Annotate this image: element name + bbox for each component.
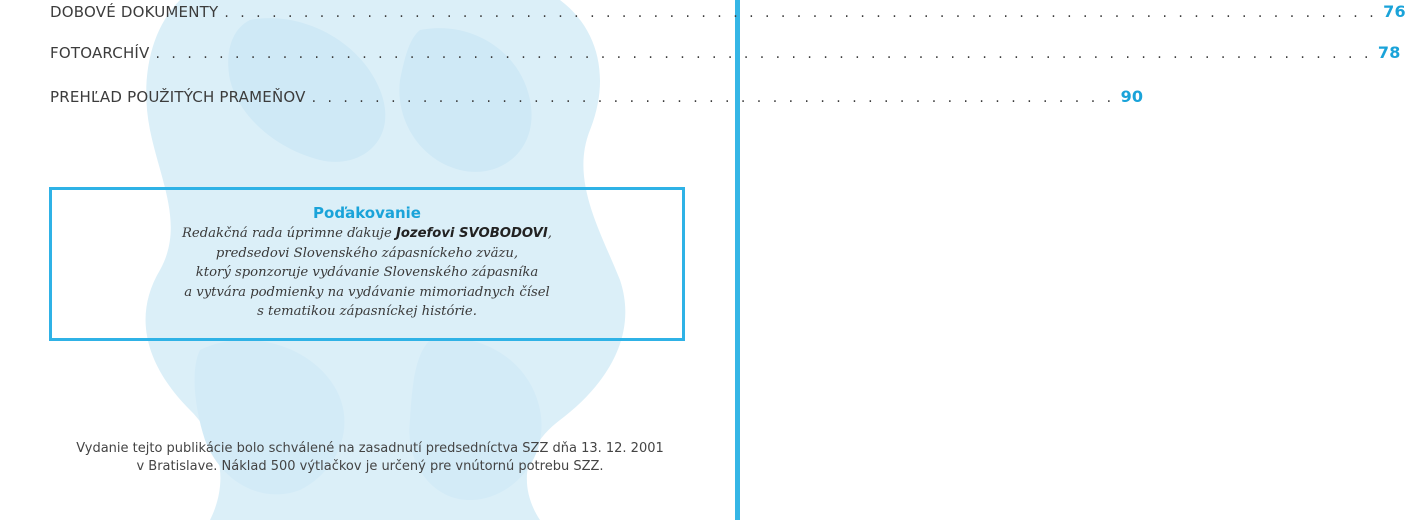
acknowledgement-line: a vytvára podmienky na vydávanie mimoriadnych čísel — [184, 284, 550, 300]
publication-note-line: v Bratislave. Náklad 500 výtlačkov je určený pre vnútornú potrebu SZZ. — [136, 459, 604, 474]
acknowledgement-line-punct: , — [547, 226, 552, 241]
acknowledgement-title: Poďakovanie — [313, 204, 421, 222]
toc-entry-title: DOBOVÉ DOKUMENTY — [50, 3, 219, 21]
publication-note-line: Vydanie tejto publikácie bolo schválené na zasadnutí predsedníctva SZZ dňa 13. 12. 2001 — [76, 441, 664, 456]
toc-entry-page: 90 — [1120, 87, 1144, 106]
toc-entry-page: 76 — [1383, 2, 1406, 21]
toc-leader-dots: . . . . . . . . . . . . . . . . . . . . . . . . . . . . . . . . . . . . . . . . . . . . . . . . . . . . . . . . . . . . . . . . . . . . . . . . . — [224, 5, 1378, 21]
toc-entry-page: 78 — [1377, 43, 1401, 62]
toc-entry-prehlad-pouzitych-pramenov — [50, 87, 1144, 109]
acknowledgement-text — [52, 224, 682, 322]
acknowledgement-line: s tematikou zápasníckej histórie. — [257, 304, 477, 319]
toc-entry-title: FOTOARCHÍV — [50, 44, 150, 62]
toc-entry-dobove-dokumenty — [50, 2, 1406, 24]
acknowledgement-line: predsedovi Slovenského zápasníckeho zväzu, — [215, 245, 519, 261]
publication-note — [30, 440, 710, 476]
acknowledgement-name: Jozefovi SVOBODOVI — [395, 226, 548, 241]
toc-leader-dots: . . . . . . . . . . . . . . . . . . . . . . . . . . . . . . . . . . . . . . . . . . . . . . . . . . . — [311, 90, 1115, 106]
acknowledgement-box — [49, 187, 685, 341]
acknowledgement-line-text: Redakčná rada úprimne ďakuje — [182, 226, 396, 241]
right-edge-accent-bar — [735, 0, 740, 520]
toc-entry-fotoarchiv — [50, 43, 1401, 65]
toc-entry-title: PREHĽAD POUŽITÝCH PRAMEŇOV — [50, 88, 306, 106]
acknowledgement-line — [52, 224, 682, 244]
toc-leader-dots: . . . . . . . . . . . . . . . . . . . . . . . . . . . . . . . . . . . . . . . . . . . . . . . . . . . . . . . . . . . . . . . . . . . . . . . . . . . . . — [155, 46, 1372, 62]
acknowledgement-line: ktorý sponzoruje vydávanie Slovenského zápasníka — [195, 265, 539, 280]
